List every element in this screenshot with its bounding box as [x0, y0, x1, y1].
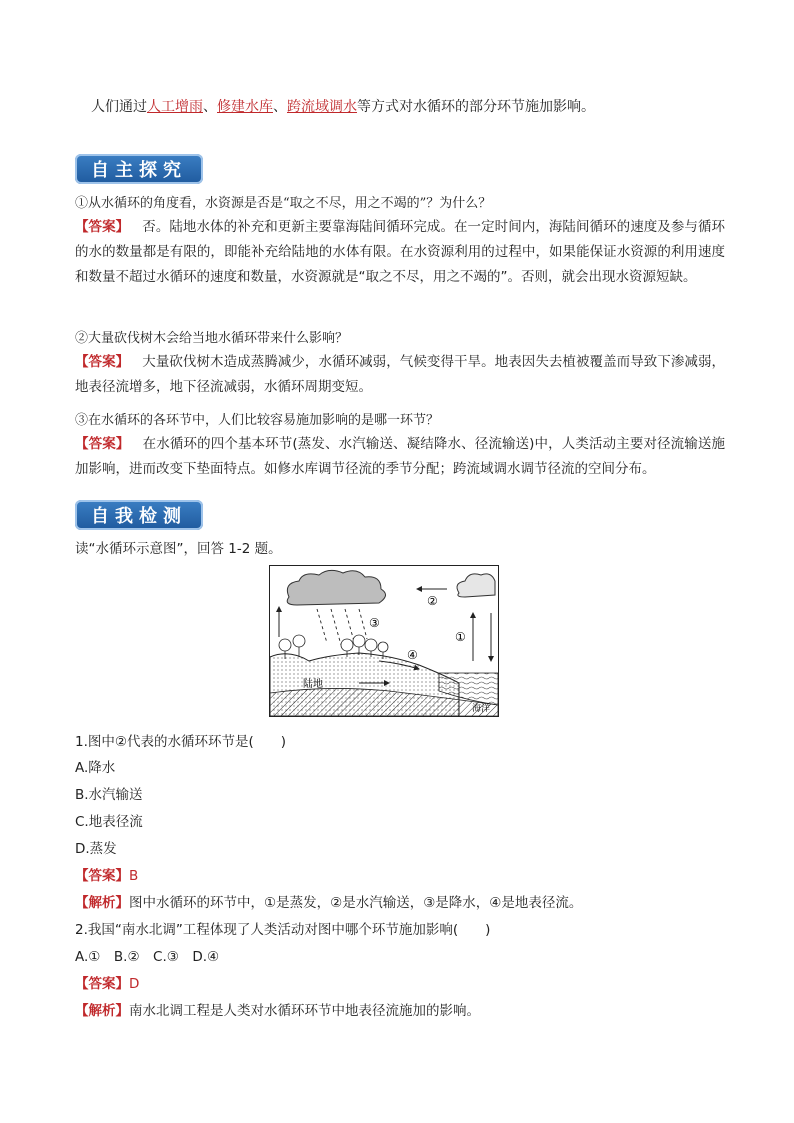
inquiry-question-2: ②大量砍伐树木会给当地水循环带来什么影响？: [75, 331, 349, 346]
answer-text: 否。陆地水体的补充和更新主要靠海陆间循环完成。在一定时间内，海陆间循环的速度及参与循环的水的数量都是有限的，即能补充给陆地的水体有限。在水资源利用的过程中，如果能保证水资源的利用速度和数量不超过水循环的速度和数量，水资源就是“取之不尽，用之不竭的”。否则，就会出现水资源短缺。: [75, 219, 726, 285]
label-ocean: 海洋: [472, 704, 491, 714]
answer-label: 【答案】: [75, 219, 130, 235]
test-answer-2: [75, 972, 139, 992]
test-answer-1: [75, 864, 138, 884]
analysis-text: 图中水循环的环节中，①是蒸发，②是水汽输送，③是降水，④是地表径流。: [129, 895, 583, 911]
mark-1: ①: [455, 630, 466, 644]
intro-sep1: 、: [203, 99, 217, 115]
term-water-transfer: 跨流域调水: [287, 99, 357, 115]
answer-label: 【答案】: [75, 354, 130, 370]
inquiry-answer-1: [75, 215, 725, 290]
section-banner-self-inquiry: [75, 154, 203, 184]
section-banner-self-test: [75, 500, 203, 530]
test-q2-options: A.① B.② C.③ D.④: [75, 949, 220, 965]
answer-value: D: [129, 976, 140, 992]
water-cycle-diagram: [269, 565, 499, 717]
section-title: 自我检测: [91, 506, 187, 527]
intro-prefix: 人们通过: [91, 99, 147, 115]
intro-sep2: 、: [273, 99, 287, 115]
answer-label: 【答案】: [75, 436, 130, 452]
answer-value: B: [129, 868, 139, 884]
term-artificial-rain: 人工增雨: [147, 99, 203, 115]
inquiry-answer-3: [75, 432, 725, 482]
intro-suffix: 等方式对水循环的部分环节施加影响。: [357, 99, 595, 115]
term-build-reservoir: 修建水库: [217, 99, 273, 115]
option-b: B.水汽输送: [75, 787, 143, 803]
answer-text: 大量砍伐树木造成蒸腾减少，水循环减弱，气候变得干旱。地表因失去植被覆盖而导致下渗减弱，地表径流增多，地下径流减弱，水循环周期变短。: [75, 354, 726, 395]
test-analysis-1: [75, 891, 582, 911]
option-d: D.蒸发: [75, 841, 117, 857]
answer-label: 【答案】: [75, 868, 129, 884]
mark-4: ④: [407, 648, 418, 662]
mark-2: ②: [427, 594, 438, 608]
analysis-text: 南水北调工程是人类对水循环环节中地表径流施加的影响。: [129, 1003, 480, 1019]
answer-text: 在水循环的四个基本环节(蒸发、水汽输送、凝结降水、径流输送)中，人类活动主要对径流输送施加影响，进而改变下垫面特点。如修水库调节径流的季节分配；跨流域调水调节径流的空间分布。: [75, 436, 726, 477]
mark-3: ③: [369, 616, 380, 630]
answer-label: 【答案】: [75, 976, 129, 992]
inquiry-question-1: ①从水循环的角度看，水资源是否是“取之不尽，用之不竭的”？为什么？: [75, 196, 492, 211]
analysis-label: 【解析】: [75, 895, 129, 911]
test-lead: 读“水循环示意图”，回答 1-2 题。: [75, 541, 282, 557]
test-question-1: 1.图中②代表的水循环环节是( ): [75, 734, 287, 750]
analysis-label: 【解析】: [75, 1003, 129, 1019]
section-title: 自主探究: [91, 160, 187, 181]
test-question-2: 2.我国“南水北调”工程体现了人类活动对图中哪个环节施加影响( ): [75, 922, 491, 938]
option-c: C.地表径流: [75, 814, 143, 830]
option-a: A.降水: [75, 760, 116, 776]
intro-sentence: [91, 96, 595, 116]
inquiry-question-3: ③在水循环的各环节中，人们比较容易施加影响的是哪一环节？: [75, 413, 440, 428]
inquiry-answer-2: [75, 350, 725, 400]
label-land: 陆地: [303, 679, 323, 690]
test-analysis-2: [75, 999, 480, 1019]
